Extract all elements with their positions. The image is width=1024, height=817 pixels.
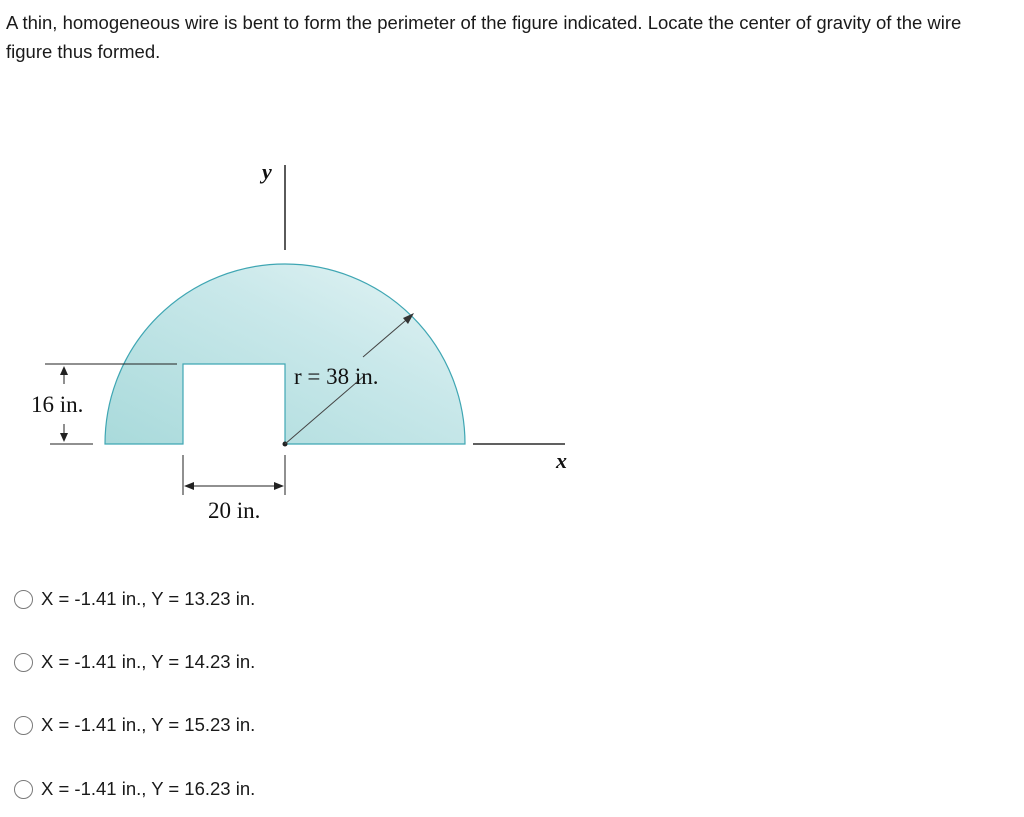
answer-option-1-label: X = -1.41 in., Y = 13.23 in.: [41, 588, 256, 609]
y-axis-label: y: [262, 159, 272, 184]
answer-option-4[interactable]: [14, 776, 255, 802]
width-arrow-left-head: [184, 482, 194, 490]
width-arrow-right-head: [274, 482, 284, 490]
radius-label: r = 38 in.: [294, 364, 379, 389]
radio-button-3[interactable]: [14, 716, 33, 735]
answer-option-4-label: X = -1.41 in., Y = 16.23 in.: [41, 778, 256, 799]
height-label: 16 in.: [31, 392, 84, 417]
answer-option-3[interactable]: [14, 712, 255, 738]
height-arrow-up-head: [60, 366, 68, 375]
answer-option-1[interactable]: [14, 586, 255, 612]
answer-option-2-label: X = -1.41 in., Y = 14.23 in.: [41, 651, 256, 672]
answer-option-3-label: X = -1.41 in., Y = 15.23 in.: [41, 714, 256, 735]
question-text: A thin, homogeneous wire is bent to form the perimeter of the figure indicated. Locate the center of gravity of the wire figure thus formed.: [6, 12, 962, 62]
radio-button-4[interactable]: [14, 780, 33, 799]
semicircle-with-notch-shape: [105, 264, 465, 444]
radio-button-1[interactable]: [14, 590, 33, 609]
answer-option-2[interactable]: [14, 649, 255, 675]
height-arrow-down-head: [60, 433, 68, 442]
x-axis-label: x: [556, 448, 567, 473]
width-label: 20 in.: [208, 498, 261, 523]
radio-button-2[interactable]: [14, 653, 33, 672]
